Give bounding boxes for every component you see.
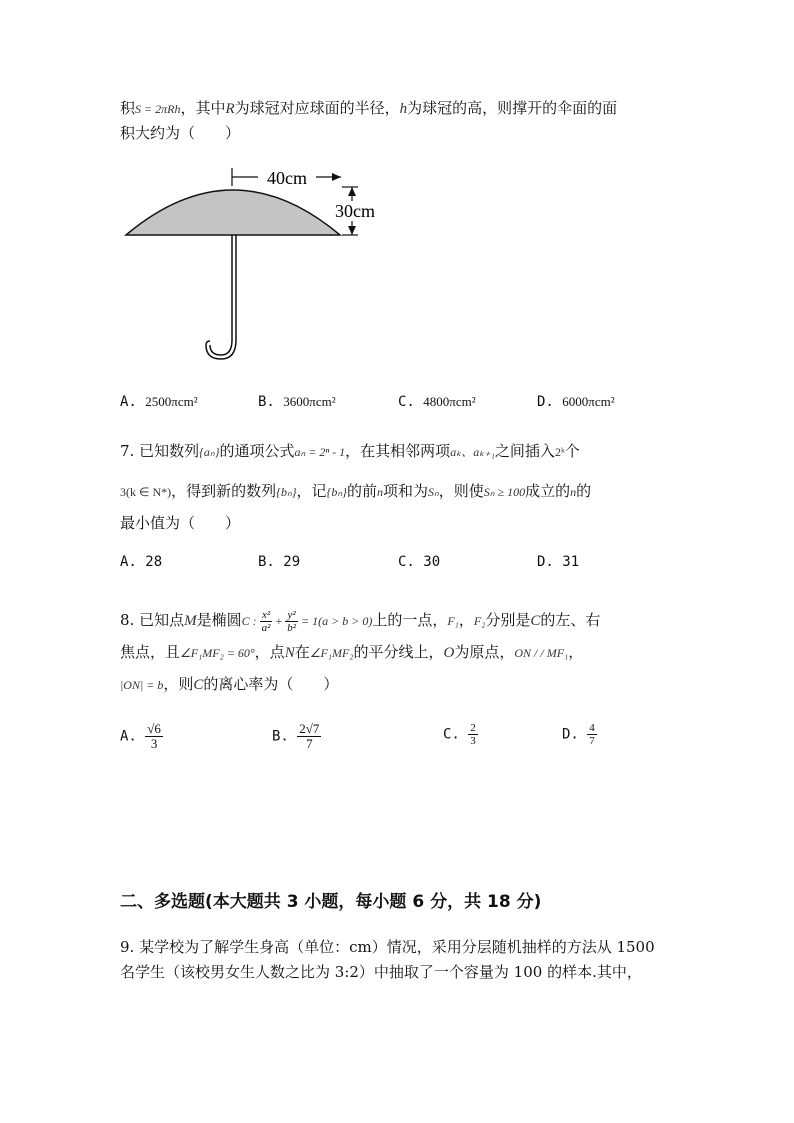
q7-text-line3: 最小值为（ ） <box>120 514 241 532</box>
height-label: 30cm <box>335 201 375 221</box>
q7-text-line2: 3(k ∈ N*)，得到新的数列{bₙ}，记{bₙ}的前n项和为Sₙ，则使Sₙ ≥ 100成立的n的 <box>120 482 592 500</box>
width-label: 40cm <box>267 168 307 188</box>
q6-option-b: B. 3600πcm² <box>258 394 336 410</box>
q8-option-c: C. $\frac{2}{3}$ <box>443 722 476 747</box>
q8-option-b: B. $\frac{2√7}{7}$ <box>272 721 320 751</box>
q8-text-line2: 焦点，且∠F₁MF₂ = 60°，点N在∠F₁MF₂的平分线上，O为原点，ON / / MF₁， <box>120 643 584 661</box>
q6-option-d: D. 6000πcm² <box>537 394 615 410</box>
q6-text-line1: 积S = 2πRh，其中R为球冠对应球面的半径，h为球冠的高，则撑开的伞面的面 <box>120 99 618 117</box>
q7-option-a: A. 28 <box>120 554 163 570</box>
q7-text-line1: 7. 已知数列{aₙ}的通项公式aₙ = 2ⁿ - 1，在其相邻两项aₖ、aₖ₊₁之间插入2ᵏ个 <box>120 442 580 460</box>
q9-text-line2: 名学生（该校男女生人数之比为 3:2）中抽取了一个容量为 100 的样本.其中， <box>120 963 642 981</box>
umbrella-canopy <box>126 190 340 235</box>
umbrella-handle <box>206 325 236 359</box>
umbrella-figure <box>118 160 398 370</box>
q8-option-d: D. $\frac{4}{7}$ <box>562 722 595 747</box>
q6-text-line2: 积大约为（ ） <box>120 124 241 142</box>
q6-option-c: C. 4800πcm² <box>398 394 476 410</box>
section-heading-multi-choice: 二、多选题(本大题共 3 小题，每小题 6 分，共 18 分) <box>120 892 542 912</box>
q8-option-a: A. $\frac{√6}{3}$ <box>120 721 161 751</box>
q9-text-line1: 9. 某学校为了解学生身高（单位：cm）情况，采用分层随机抽样的方法从 1500 <box>120 938 655 956</box>
q7-option-c: C. 30 <box>398 554 441 570</box>
area-formula: S = 2πRh <box>135 102 181 116</box>
q6-option-a: A. 2500πcm² <box>120 394 198 410</box>
q7-option-d: D. 31 <box>537 554 580 570</box>
q8-text-line3: |ON| = b，则C的离心率为（ ） <box>120 675 339 693</box>
q8-text-line1: 8. 已知点M是椭圆C : $\frac{\text{x²}}{\text{a²}}$ + $\frac{\text{y²}}{\text{b²}}$ = 1(a > b > 0)上的一点，F₁，F₂分别是C的左、右 <box>120 608 601 634</box>
q7-option-b: B. 29 <box>258 554 301 570</box>
